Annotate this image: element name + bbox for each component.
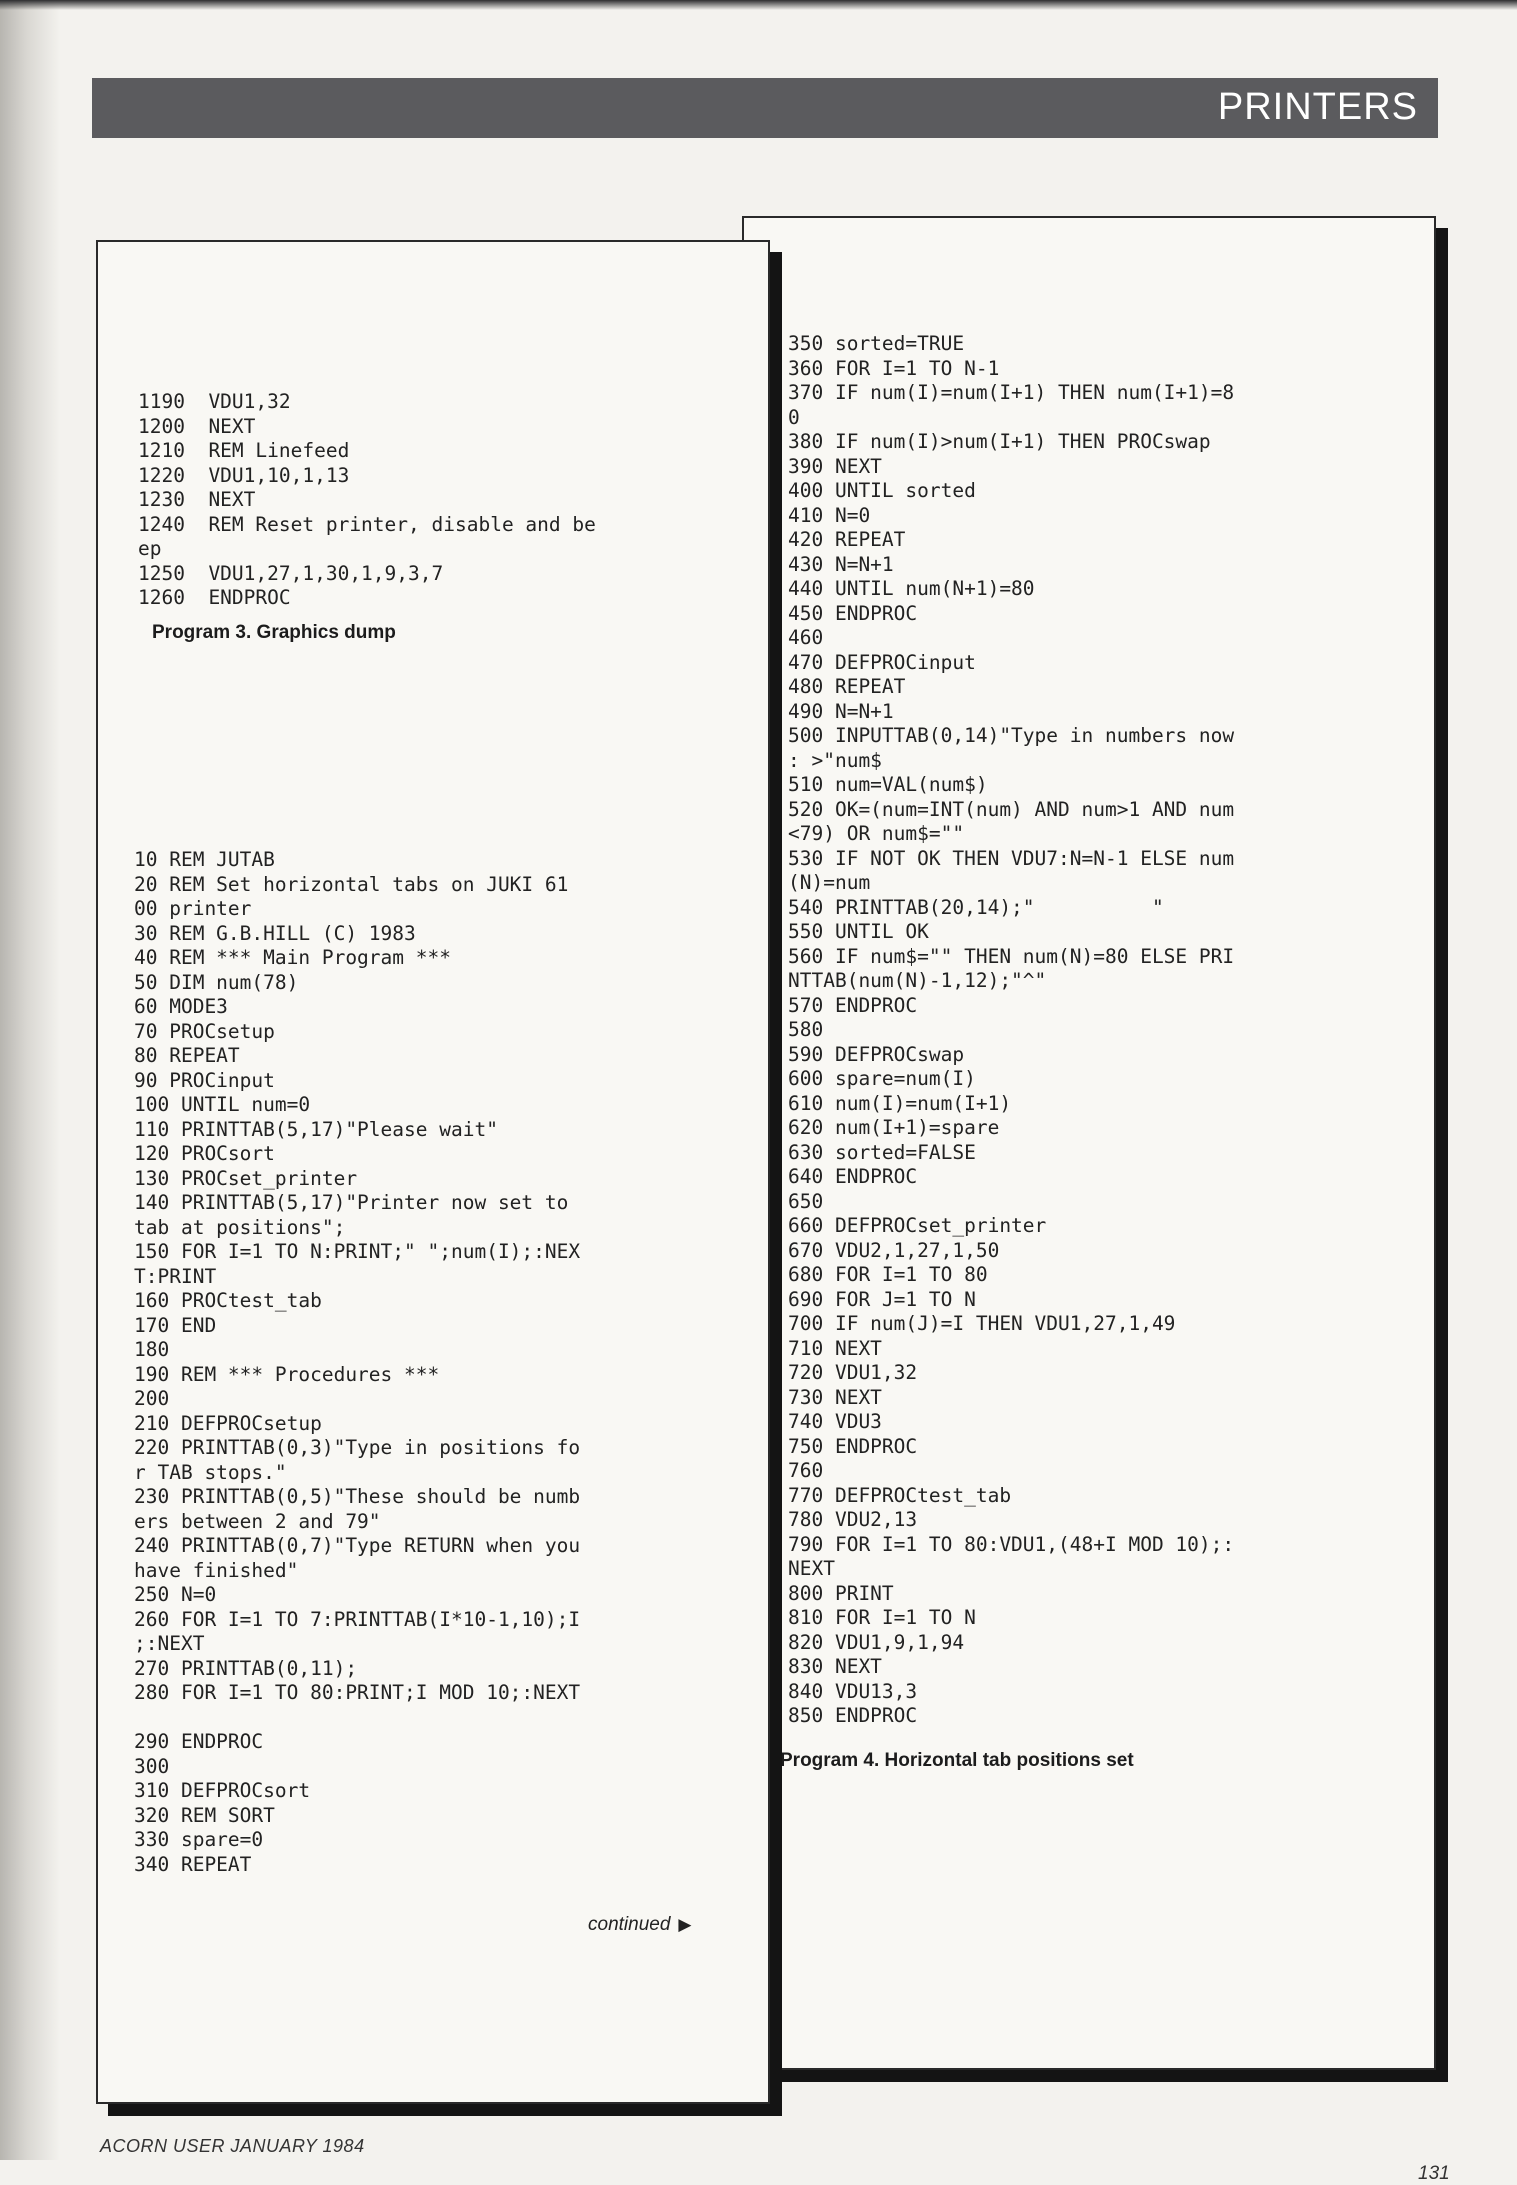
program4-code-part2: 350 sorted=TRUE 360 FOR I=1 TO N-1 370 IF num(I)=num(I+1) THEN num(I+1)=8 0 380 IF num(I)>num(I+1) THEN PROCswap 390 NEXT 400 UNTIL sorted 410 N=0 420 REPEAT 430 N=N+1 440 UNTIL num(N+1)=80 450 ENDPROC 460 470 DEFPROCinput 480 REPEAT 490 N=N+1 500 INPUTTAB(0,14)"Type in numbers now : >"num$ 510 num=VAL(num$) 520 OK=(num=INT(num) AND num>1 AND num <79) OR num$="" 530 IF NOT OK THEN VDU7:N=N-1 ELSE num (N)=num 540 PRINTTAB(20,14);" " 550 UNTIL OK 560 IF num$="" THEN num(N)=80 ELSE PRI NTTAB(num(N)-1,12);"^" 570 ENDPROC 580 590 DEFPROCswap 600 spare=num(I) 610 num(I)=num(I+1) 620 num(I+1)=spare 630 sorted=FALSE 640 ENDPROC 650 660 DEFPROCset_printer 670 VDU2,1,27,1,50 680 FOR I=1 TO 80 690 FOR J=1 TO N 700 IF num(J)=I THEN VDU1,27,1,49 710 NEXT 720 VDU1,32 730 NEXT 740 VDU3 750 ENDPROC 760 770 DEFPROCtest_tab 780 VDU2,13 790 FOR I=1 TO 80:VDU1,(48+I MOD 10);: NEXT 800 PRINT 810 FOR I=1 TO N 820 VDU1,9,1,94 830 NEXT 840 VDU13,3 850 ENDPROC — [788, 332, 1235, 1727]
continued-arrow-icon: ▶ — [678, 1915, 692, 1934]
program4-code-part1: 10 REM JUTAB 20 REM Set horizontal tabs on JUKI 61 00 printer 30 REM G.B.HILL (C) 1983 40 REM *** Main Program *** 50 DIM num(78) 60 MODE3 70 PROCsetup 80 REPEAT 90 PROCinput 100 UNTIL num=0 110 PRINTTAB(5,17)"Please wait" 120 PROCsort 130 PROCset_printer 140 PRINTTAB(5,17)"Printer now set to tab at positions"; 150 FOR I=1 TO N:PRINT;" ";num(I);:NEX T:PRINT 160 PROCtest_tab 170 END 180 190 REM *** Procedures *** 200 210 DEFPROCsetup 220 PRINTTAB(0,3)"Type in positions fo r TAB stops." 230 PRINTTAB(0,5)"These should be numb ers between 2 and 79" 240 PRINTTAB(0,7)"Type RETURN when you have finished" 250 N=0 260 FOR I=1 TO 7:PRINTTAB(I*10-1,10);I ;:NEXT 270 PRINTTAB(0,11); 280 FOR I=1 TO 80:PRINT;I MOD 10;:NEXT 290 ENDPROC 300 310 DEFPROCsort 320 REM SORT 330 spare=0 340 REPEAT — [134, 848, 581, 1876]
program3-caption: Program 3. Graphics dump — [152, 622, 396, 643]
footer-publication: ACORN USER JANUARY 1984 — [100, 2136, 365, 2156]
continued-note — [588, 1914, 691, 1936]
section-title: PRINTERS — [1217, 86, 1418, 128]
top-edge-shadow — [0, 0, 1517, 10]
program-listing-panel-right — [742, 216, 1436, 2070]
program4-caption: Program 4. Horizontal tab positions set — [780, 1750, 1134, 1771]
section-header-bar — [92, 78, 1438, 138]
page-spine-shadow — [0, 0, 60, 2160]
continued-label: continued — [588, 1914, 671, 1935]
program3-code: 1190 VDU1,32 1200 NEXT 1210 REM Linefeed 1220 VDU1,10,1,13 1230 NEXT 1240 REM Reset printer, disable and be ep 1250 VDU1,27,1,30,1,9,3,7 1260 ENDPROC — [138, 390, 596, 609]
page-number: 131 — [1418, 2163, 1450, 2184]
program-listing-panel-left — [96, 240, 770, 2104]
